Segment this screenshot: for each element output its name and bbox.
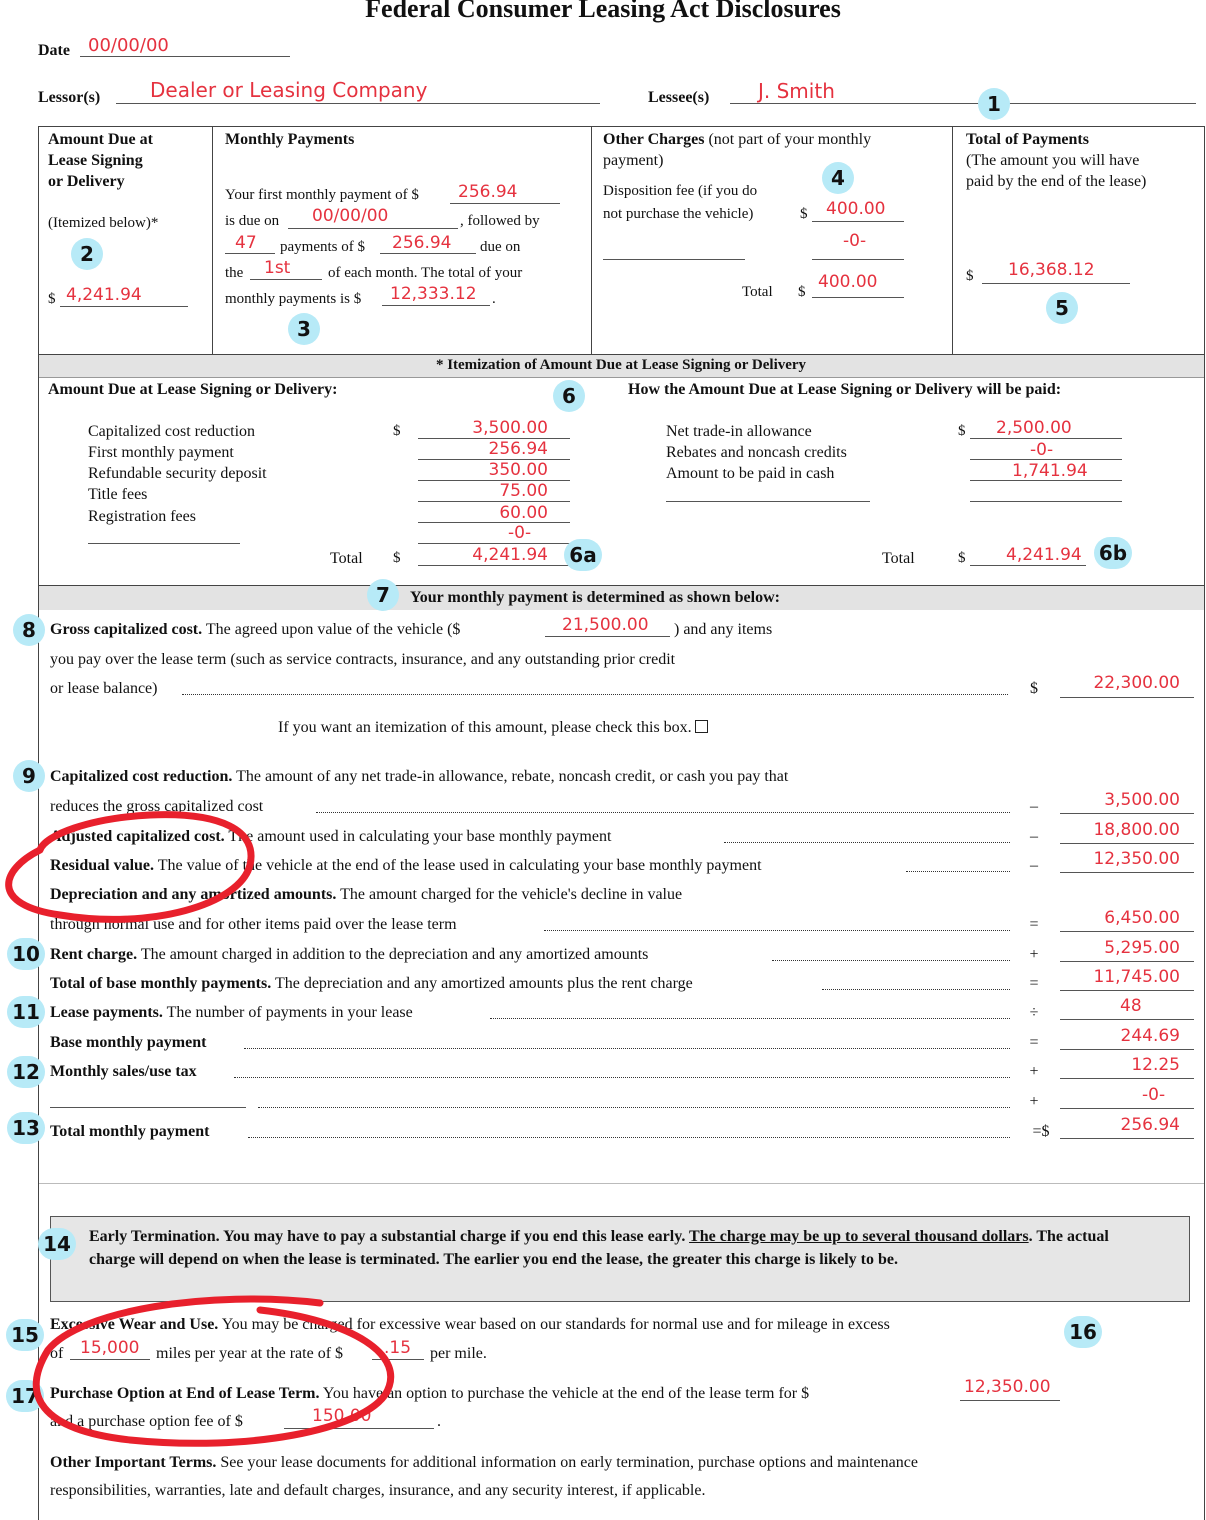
date-label: Date [38,42,70,59]
tax-value[interactable]: 12.25 [1131,1055,1180,1075]
lessor-label: Lessor(s) [38,89,101,106]
left-item-value[interactable]: -0- [508,523,532,543]
resid-value[interactable]: 12,350.00 [1093,849,1180,869]
other-heading-line2: payment) [603,152,664,169]
leasepay-value[interactable]: 48 [1120,996,1142,1016]
gross-bold: Gross capitalized cost. [50,621,203,638]
total-monthly-op: =$ [1032,1123,1050,1140]
annotation-badge: 4 [822,162,854,194]
other-terms-bold: Other Important Terms. [50,1454,217,1471]
annotation-badge: 3 [288,313,320,345]
rent-bold: Rent charge. [50,946,138,963]
itemization-right-heading: How the Amount Due at Lease Signing or Delivery will be paid: [628,381,1062,398]
right-currency: $ [958,423,966,439]
total-monthly-bold: Total monthly payment [50,1123,210,1140]
dep-bold: Depreciation and any amortized amounts. [50,886,337,903]
purchase-price-value[interactable]: 12,350.00 [964,1377,1051,1397]
other-terms-text2: responsibilities, warranties, late and default charges, insurance, and any security interest, if applicable. [50,1482,706,1499]
monthly-heading: Monthly Payments [225,131,355,148]
total-currency: $ [966,268,974,284]
monthly-line2b: , followed by [460,213,540,229]
left-item-value[interactable]: 75.00 [499,481,548,501]
left-item-value[interactable]: 350.00 [488,460,548,480]
left-item-label: Capitalized cost reduction [88,423,256,440]
basemonthly-value[interactable]: 244.69 [1120,1026,1180,1046]
left-total-value[interactable]: 4,241.94 [472,545,548,565]
disposition-value[interactable]: 400.00 [826,199,886,219]
box-due-amount[interactable]: 4,241.94 [66,285,142,305]
left-total-currency: $ [393,550,401,566]
early-termination-rest: . The actual charge will depend on when the lease is terminated. The earlier you end the lease, the greater this charge is likely to be. [89,1228,1109,1268]
left-item-label: Title fees [88,486,148,503]
capred-text2: reduces the gross capitalized cost [50,798,264,815]
total-sub2: paid by the end of the lease) [966,173,1147,190]
right-total-value[interactable]: 4,241.94 [1006,545,1082,565]
left-item-label: Refundable security deposit [88,465,267,482]
box-due-itemized: (Itemized below)* [48,215,159,231]
monthly-line5: monthly payments is $ [225,291,362,307]
disposition-line2: not purchase the vehicle) [603,206,754,222]
annotation-badge: 2 [71,238,103,270]
box-due-currency: $ [48,291,56,307]
excessive-bold: Excessive Wear and Use. [50,1316,219,1333]
other-heading-bold: Other Charges [603,131,705,148]
box-due-heading-1: Amount Due at [48,131,153,148]
excessive-text2b: miles per year at the rate of $ [156,1345,344,1362]
resid-bold: Residual value. [50,857,155,874]
rent-value[interactable]: 5,295.00 [1104,938,1180,958]
monthly-line4b: of each month. The total of your [328,265,523,281]
lessor-value[interactable]: Dealer or Leasing Company [150,78,428,102]
resid-text: The value of the vehicle at the end of the lease used in calculating your base monthly payment [157,857,762,874]
num-payments-value[interactable]: 47 [235,233,257,253]
box-due-heading-3: or Delivery [48,173,125,190]
totbase-bold: Total of base monthly payments. [50,975,272,992]
other-total-label: Total [742,284,773,300]
gross-text3: or lease balance) [50,680,158,697]
dep-text2: through normal use and for other items paid over the lease term [50,916,457,933]
other-total-currency: $ [798,284,806,300]
adj-op: – [1030,828,1038,845]
right-item-label: Net trade-in allowance [666,423,812,440]
annotation-badge: 15 [6,1319,44,1351]
date-value[interactable]: 00/00/00 [88,35,169,56]
annotation-badge: 6 [553,380,585,412]
capred-op: – [1030,798,1038,815]
excessive-text2a: of [50,1345,64,1362]
annotation-badge: 9 [13,760,45,792]
annotation-badge: 6a [564,539,602,571]
blank-op: + [1029,1093,1039,1110]
itemize-text: If you want an itemization of this amount, please check this box. [278,719,692,736]
left-item-value[interactable]: 256.94 [488,439,548,459]
left-item-label: Registration fees [88,508,196,525]
red-circle-purchase [36,1299,390,1443]
annotation-badge: 16 [1064,1316,1102,1348]
total-monthly-value[interactable]: 12,333.12 [390,284,477,304]
tax-bold: Monthly sales/use tax [50,1063,197,1080]
gross-text2: you pay over the lease term (such as service contracts, insurance, and any outstanding prior credit [50,651,676,668]
excessive-text2c: per mile. [430,1345,487,1362]
right-item-value[interactable]: 1,741.94 [1012,461,1088,481]
leasepay-op: ÷ [1029,1004,1039,1021]
disposition-currency: $ [800,206,808,222]
annotation-badge: 8 [13,614,45,646]
rate-value[interactable]: .15 [384,1338,412,1358]
total-sub1: (The amount you will have [966,152,1140,169]
rent-op: + [1029,946,1039,963]
leasepay-bold: Lease payments. [50,1004,163,1021]
monthly-line3a: payments of $ [280,239,365,255]
capred-bold: Capitalized cost reduction. [50,768,233,785]
gross-op: $ [1030,680,1038,697]
dep-value[interactable]: 6,450.00 [1104,908,1180,928]
adj-bold: Adjusted capitalized cost. [50,828,225,845]
vehicle-value[interactable]: 21,500.00 [562,615,649,635]
annotation-badge: 12 [7,1056,45,1088]
box-due-heading-2: Lease Signing [48,152,143,169]
red-circle-residual [9,815,251,920]
annotation-badge: 10 [7,938,45,970]
capred-value[interactable]: 3,500.00 [1104,790,1180,810]
lessee-value[interactable]: J. Smith [758,79,835,103]
disposition-line1: Disposition fee (if you do [603,183,758,199]
monthly-line2a: is due on [225,213,280,229]
left-total-label: Total [330,550,363,567]
totbase-op: = [1029,975,1039,992]
annotation-badge: 6b [1094,537,1132,569]
totbase-text: The depreciation and any amortized amounts plus the rent charge [274,975,693,992]
left-currency: $ [393,423,401,439]
gross-text1b: ) and any items [674,621,773,638]
day-of-month-value[interactable]: 1st [264,258,291,278]
purchase-text2a: and a purchase option fee of $ [50,1413,243,1430]
monthly-line1: Your first monthly payment of $ [225,187,419,203]
purchase-text1: You have an option to purchase the vehicle at the end of the lease term for $ [322,1385,810,1402]
capred-text1: The amount of any net trade-in allowance, rebate, noncash credit, or cash you pay that [236,768,789,785]
due-date-value[interactable]: 00/00/00 [312,206,389,226]
other-total-value[interactable]: 400.00 [818,272,878,292]
monthly-line4a: the [225,265,244,281]
early-termination-lead: Early Termination. You may have to pay a substantial charge if you end this lease early. [89,1228,686,1245]
total-monthly-payment-value[interactable]: 256.94 [1120,1115,1180,1135]
early-termination-underlined: The charge may be up to several thousand dollars [689,1228,1029,1245]
left-item-label: First monthly payment [88,444,234,461]
total-of-payments-value[interactable]: 16,368.12 [1008,260,1095,280]
miles-value[interactable]: 15,000 [80,1338,140,1358]
right-total-currency: $ [958,550,966,566]
first-payment-value[interactable]: 256.94 [458,182,518,202]
annotation-badge: 7 [367,579,399,611]
itemization-band-title: * Itemization of Amount Due at Lease Signing or Delivery [435,357,807,373]
excessive-text1: You may be charged for excessive wear based on our standards for normal use and for mileage in excess [221,1316,890,1333]
monthly-line5-end: . [492,291,496,307]
dep-text1: The amount charged for the vehicle's decline in value [340,886,683,903]
purchase-bold: Purchase Option at End of Lease Term. [50,1385,320,1402]
dep-op: = [1029,916,1039,933]
rent-text: The amount charged in addition to the depreciation and any amortized amounts [140,946,649,963]
purchase-text2b: . [437,1413,441,1430]
calc-band-title: Your monthly payment is determined as shown below: [410,589,780,606]
annotation-badge: 5 [1046,292,1078,324]
monthly-line3b: due on [480,239,521,255]
left-item-value[interactable]: 60.00 [499,503,548,523]
basemonthly-op: = [1029,1034,1039,1051]
adj-text: The amount used in calculating your base monthly payment [228,828,612,845]
other-heading-rest: (not part of your monthly [708,131,872,148]
left-item-value[interactable]: 3,500.00 [472,418,548,438]
right-item-label: Amount to be paid in cash [666,465,835,482]
right-total-label: Total [882,550,915,567]
right-item-value[interactable]: -0- [1030,440,1054,460]
tax-op: + [1029,1063,1039,1080]
itemization-left-heading: Amount Due at Lease Signing or Delivery: [48,381,338,398]
payment-amount-value[interactable]: 256.94 [392,233,452,253]
right-item-value[interactable]: 2,500.00 [996,418,1072,438]
right-item-label: Rebates and noncash credits [666,444,847,461]
leasepay-text: The number of payments in your lease [166,1004,413,1021]
blank-value[interactable]: -0- [1142,1085,1166,1105]
resid-op: – [1030,857,1038,874]
other-terms-text1: See your lease documents for additional information on early termination, purchase options and maintenance [220,1454,918,1471]
lessee-label: Lessee(s) [648,89,710,106]
annotation-badge: 1 [978,88,1010,120]
basemonthly-bold: Base monthly payment [50,1034,207,1051]
annotation-badge: 11 [7,996,45,1028]
annotation-badge: 13 [7,1112,45,1144]
totbase-value[interactable]: 11,745.00 [1093,967,1180,987]
annotation-badge: 17 [6,1380,44,1412]
second-value[interactable]: -0- [843,231,867,251]
annotation-badge: 14 [38,1228,76,1260]
gross-value[interactable]: 22,300.00 [1093,673,1180,693]
page-title: Federal Consumer Leasing Act Disclosures [365,0,841,23]
gross-text1: The agreed upon value of the vehicle ($ [205,621,461,638]
adj-value[interactable]: 18,800.00 [1093,820,1180,840]
purchase-fee-value[interactable]: 150.00 [312,1406,372,1426]
total-heading: Total of Payments [966,131,1089,148]
